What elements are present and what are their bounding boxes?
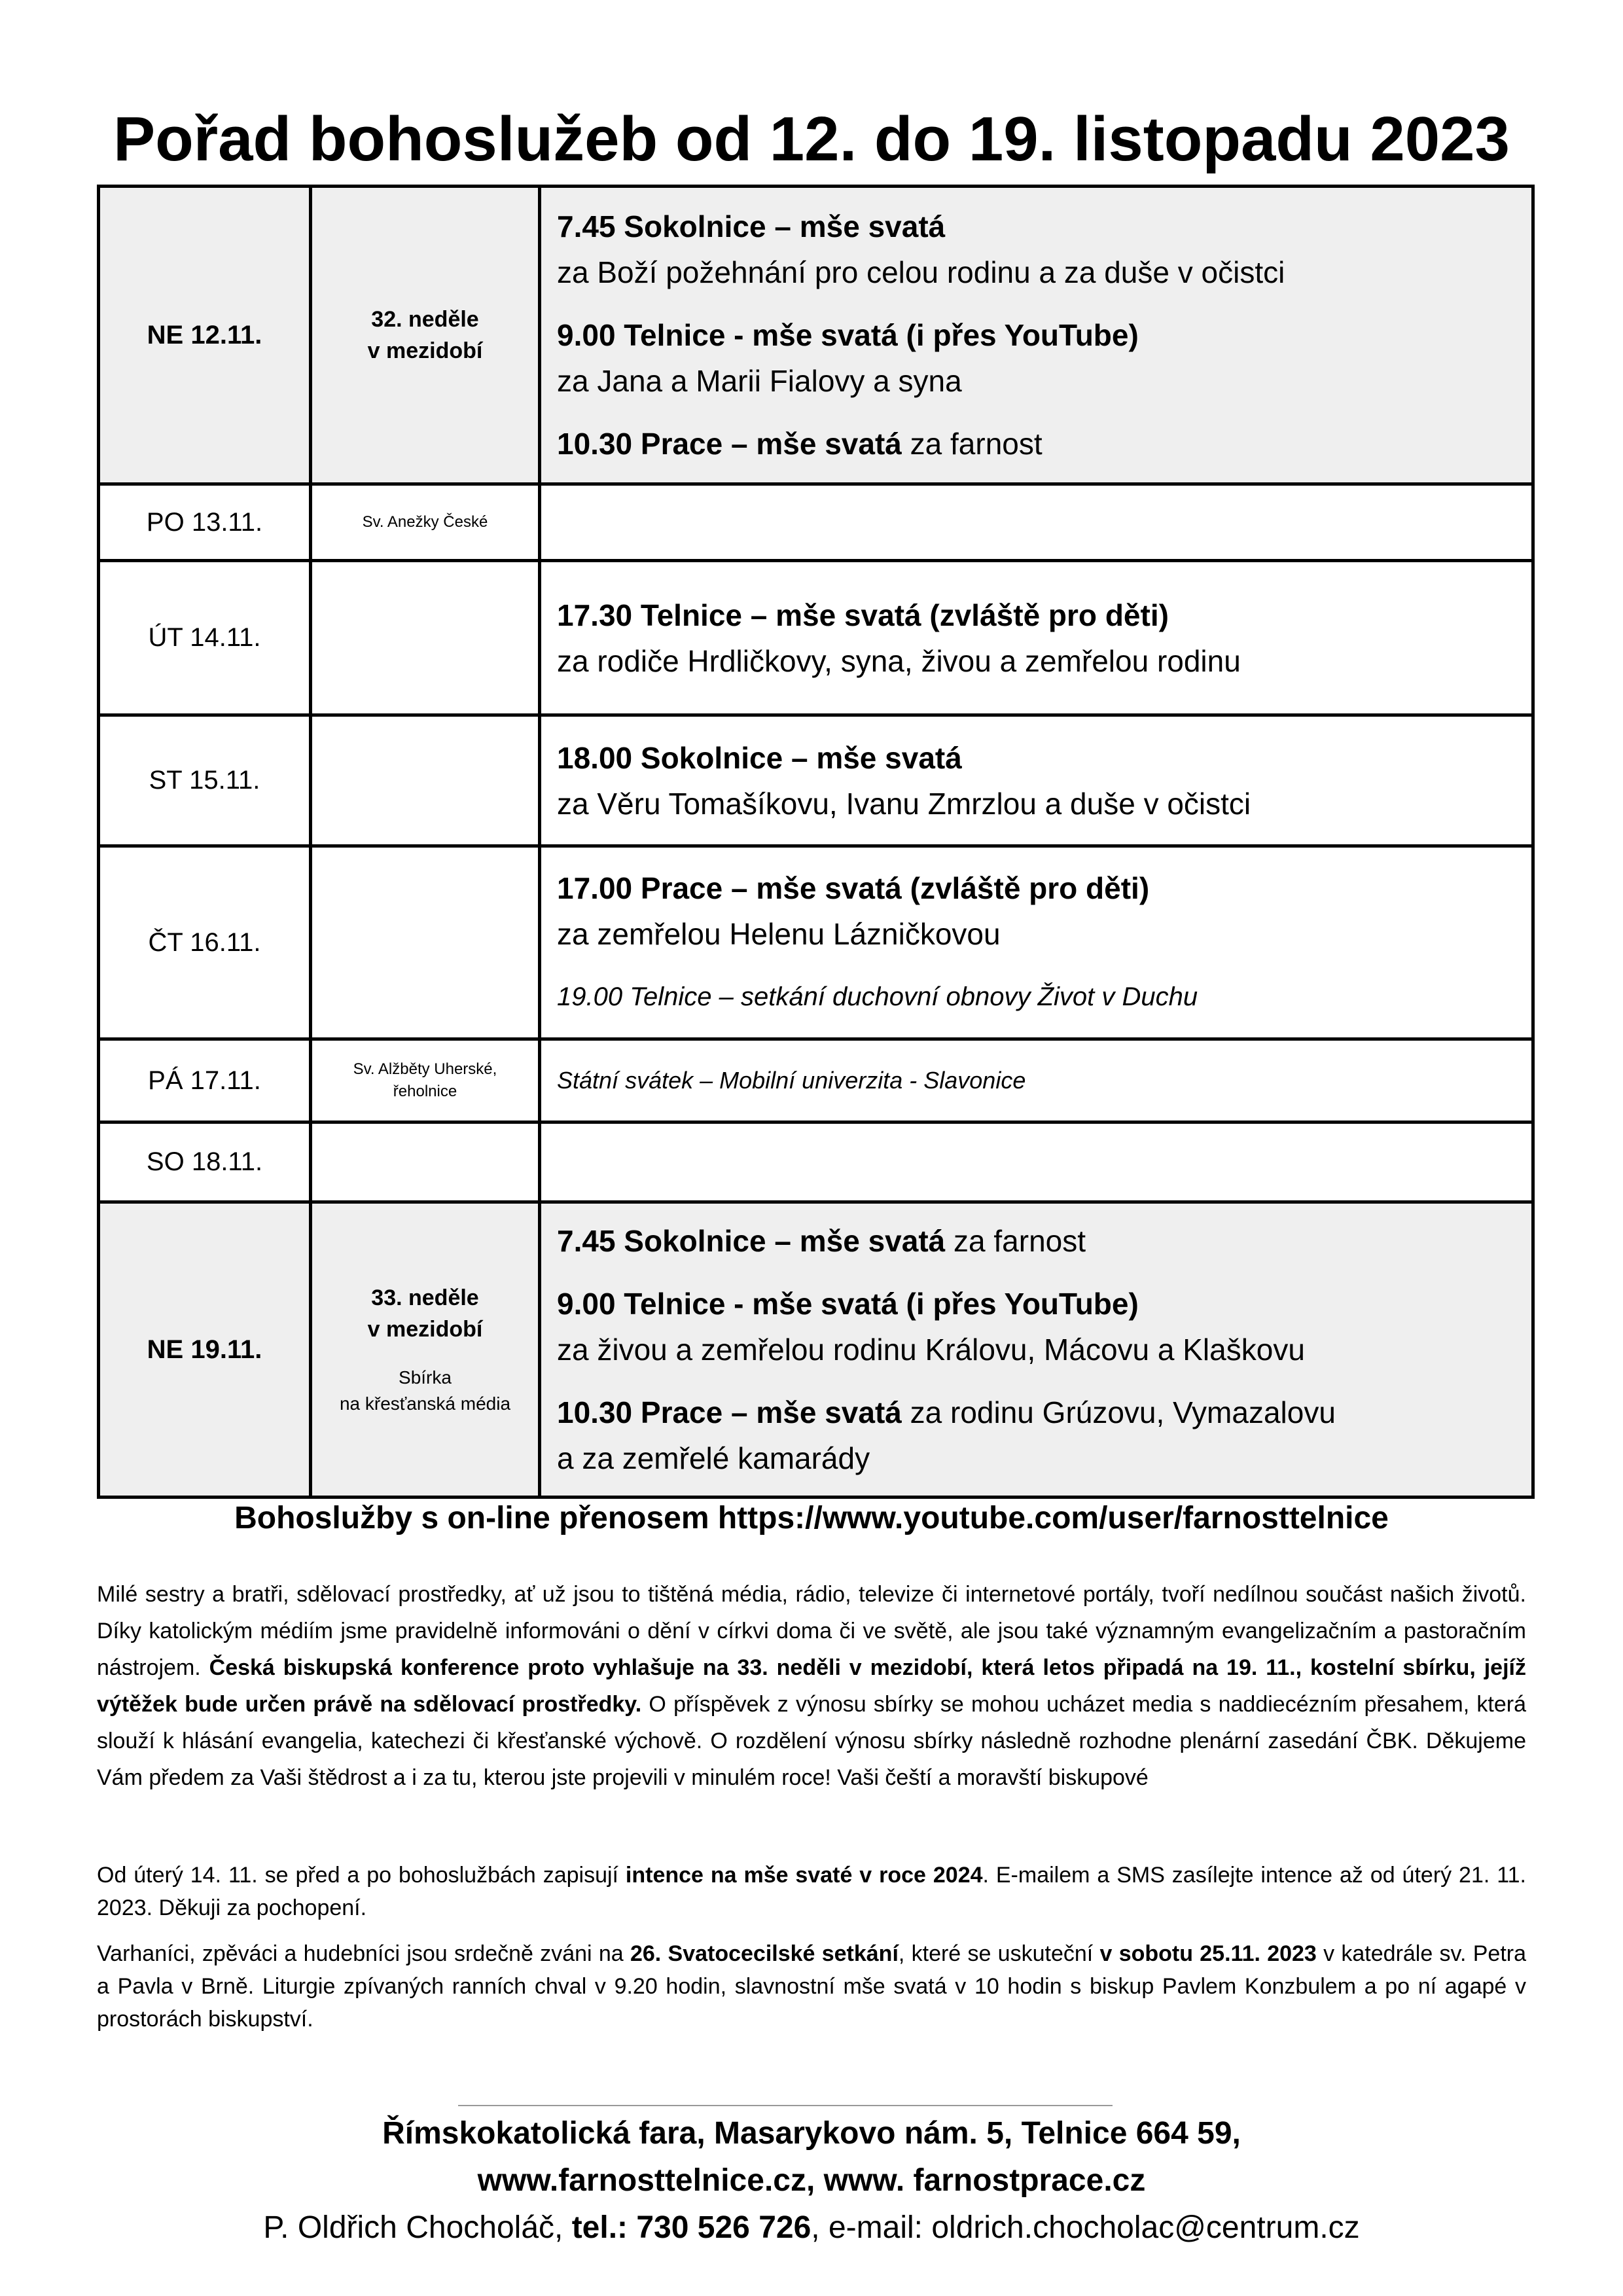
occasion-line: Sv. Anežky České xyxy=(362,513,488,531)
occasion-cell xyxy=(311,187,540,484)
service-entry xyxy=(557,592,1516,684)
footer-priest: P. Oldřich Chocholáč, xyxy=(263,2210,572,2245)
day-cell: SO 18.11. xyxy=(99,1122,311,1202)
day-cell: ST 15.11. xyxy=(99,715,311,846)
table-row xyxy=(99,1039,1533,1122)
paragraph-text: O příspěvek z výnosu sbírky se mohou ucházet media s naddiecézním přesahem, která slouží k hlásání evangelia, katechezi či křesťanské výchově. O rozdělení výnosu sbírky následně rozhodne plenární zasedání ČBK. Děkujeme Vám předem za Vaši štědrost a i za tu, kterou jste projevili v minulém roce! Vaši čeští a moravští biskupové xyxy=(97,1692,1526,1790)
service-entry xyxy=(557,1218,1516,1264)
table-row xyxy=(99,846,1533,1039)
paragraph-bold: v sobotu 25.11. 2023 xyxy=(1099,1941,1317,1966)
service-intention: za zemřelou Helenu Lázničkovou xyxy=(557,917,1001,951)
holiday-note: Státní svátek – Mobilní univerzita - Slavonice xyxy=(557,1067,1026,1094)
service-entry xyxy=(557,1390,1516,1481)
paragraph-bold: Česká biskupská konference proto vyhlašuje na 33. neděli v mezidobí, která letos připadá na 19. 11., kostelní sbírku, jejíž výtěžek bude určen právě na sdělovací prostředky. xyxy=(97,1655,1526,1717)
services-cell xyxy=(540,484,1533,561)
service-heading: 17.30 Telnice – mše svatá (zvláště pro děti) xyxy=(557,598,1169,632)
schedule-table xyxy=(97,185,1535,1499)
service-heading: 9.00 Telnice - mše svatá (i přes YouTube) xyxy=(557,318,1139,352)
occasion-line: řeholnice xyxy=(393,1083,457,1100)
service-intention: za živou a zemřelou rodinu Královu, Mácovu a Klaškovu xyxy=(557,1333,1305,1367)
announcement-musicians xyxy=(97,1937,1526,2036)
occasion-cell xyxy=(311,561,540,715)
page-title: Pořad bohoslužeb od 12. do 19. listopadu 2023 xyxy=(113,104,1510,174)
services-cell xyxy=(540,1202,1533,1498)
announcement-media-collection xyxy=(97,1576,1526,1796)
table-row xyxy=(99,187,1533,484)
paragraph-text: . E-mailem a SMS zasílejte intence až od úterý 21. 11. 2023. Děkuji za pochopení. xyxy=(97,1863,1526,1920)
footer-address: Římskokatolická fara, Masarykovo nám. 5, Telnice 664 59, xyxy=(382,2116,1241,2151)
services-cell xyxy=(540,846,1533,1039)
collection-line: Sbírka xyxy=(399,1367,452,1388)
table-row xyxy=(99,715,1533,846)
event-note: 19.00 Telnice – setkání duchovní obnovy Život v Duchu xyxy=(557,982,1198,1011)
service-intention: za farnost xyxy=(901,427,1043,461)
service-intention: za Jana a Marii Fialovy a syna xyxy=(557,364,962,398)
service-intention: za farnost xyxy=(945,1224,1086,1258)
service-entry xyxy=(557,735,1516,827)
footer xyxy=(0,2110,1623,2251)
service-heading: 7.45 Sokolnice – mše svatá xyxy=(557,1224,946,1258)
service-intention: za Věru Tomašíkovu, Ivanu Zmrzlou a duše v očistci xyxy=(557,786,1251,821)
footer-contact xyxy=(0,2204,1623,2251)
services-cell xyxy=(540,1122,1533,1202)
footer-divider xyxy=(458,2105,1113,2106)
announcement-intentions xyxy=(97,1859,1526,1924)
service-entry xyxy=(557,865,1516,957)
services-cell xyxy=(540,561,1533,715)
day-cell: NE 12.11. xyxy=(99,187,311,484)
service-heading: 10.30 Prace – mše svatá xyxy=(557,427,902,461)
table-row xyxy=(99,1202,1533,1498)
occasion-line: v mezidobí xyxy=(367,1317,483,1342)
services-cell xyxy=(540,715,1533,846)
paragraph-text: Od úterý 14. 11. se před a po bohoslužbách zapisují xyxy=(97,1863,626,1888)
service-heading: 17.00 Prace – mše svatá (zvláště pro děti) xyxy=(557,871,1150,905)
service-heading: 18.00 Sokolnice – mše svatá xyxy=(557,740,962,775)
service-heading: 10.30 Prace – mše svatá xyxy=(557,1395,902,1429)
occasion-line: Sv. Alžběty Uherské, xyxy=(353,1060,497,1078)
service-entry xyxy=(557,312,1516,404)
day-cell: PO 13.11. xyxy=(99,484,311,561)
day-cell: ČT 16.11. xyxy=(99,846,311,1039)
occasion-line: 32. neděle xyxy=(371,307,479,332)
live-stream-notice: Bohoslužby s on-line přenosem https://www.youtube.com/user/farnosttelnice xyxy=(234,1501,1389,1535)
occasion-cell xyxy=(311,846,540,1039)
services-cell xyxy=(540,187,1533,484)
service-entry xyxy=(557,974,1516,1020)
day-cell: PÁ 17.11. xyxy=(99,1039,311,1122)
service-entry xyxy=(557,1281,1516,1372)
occasion-cell xyxy=(311,484,540,561)
footer-email: , e-mail: oldrich.chocholac@centrum.cz xyxy=(811,2210,1360,2245)
service-intention: a za zemřelé kamarády xyxy=(557,1441,870,1475)
footer-phone: tel.: 730 526 726 xyxy=(571,2210,812,2245)
occasion-cell xyxy=(311,1202,540,1498)
day-cell: NE 19.11. xyxy=(99,1202,311,1498)
occasion-cell xyxy=(311,1039,540,1122)
paragraph-text: Milé sestry a bratři, sdělovací prostředky, ať už jsou to tištěná média, rádio, televize či internetové portály, tvoří nedílnou součást našich životů. Díky katolickým médiím jsme pravidelně informováni o dění v církvi doma či ve světě, ale jsou také významným evangelizačním a pastoračním nástrojem. xyxy=(97,1582,1526,1680)
paragraph-bold: intence na mše svaté v roce 2024 xyxy=(625,1863,983,1888)
day-cell: ÚT 14.11. xyxy=(99,561,311,715)
occasion-line: v mezidobí xyxy=(367,338,483,363)
collection-line: na křesťanská média xyxy=(339,1393,511,1414)
footer-websites: www.farnosttelnice.cz, www. farnostprace.cz xyxy=(477,2163,1146,2198)
service-heading: 9.00 Telnice - mše svatá (i přes YouTube) xyxy=(557,1287,1139,1321)
service-intention: za rodinu Grúzovu, Vymazalovu xyxy=(901,1395,1336,1429)
occasion-cell xyxy=(311,715,540,846)
table-row xyxy=(99,1122,1533,1202)
paragraph-text: v katedrále sv. Petra a Pavla v Brně. Liturgie zpívaných ranních chval v 9.20 hodin, slavnostní mše svatá v 10 hodin s biskup Pavlem Konzbulem a po ní agapé v prostorách biskupství. xyxy=(97,1941,1527,2032)
paragraph-bold: 26. Svatocecilské setkání xyxy=(630,1941,899,1966)
collection-note xyxy=(312,1365,538,1417)
service-intention: za Boží požehnání pro celou rodinu a za duše v očistci xyxy=(557,255,1285,289)
services-cell xyxy=(540,1039,1533,1122)
table-row xyxy=(99,561,1533,715)
paragraph-text: , které se uskuteční xyxy=(898,1941,1100,1966)
service-intention: za rodiče Hrdličkovy, syna, živou a zemřelou rodinu xyxy=(557,643,1241,678)
service-entry xyxy=(557,204,1516,295)
table-row xyxy=(99,484,1533,561)
service-heading: 7.45 Sokolnice – mše svatá xyxy=(557,209,946,243)
service-entry xyxy=(557,421,1516,467)
paragraph-text: Varhaníci, zpěváci a hudebníci jsou srdečně zváni na xyxy=(97,1941,630,1966)
occasion-line: 33. neděle xyxy=(371,1285,479,1310)
occasion-cell xyxy=(311,1122,540,1202)
